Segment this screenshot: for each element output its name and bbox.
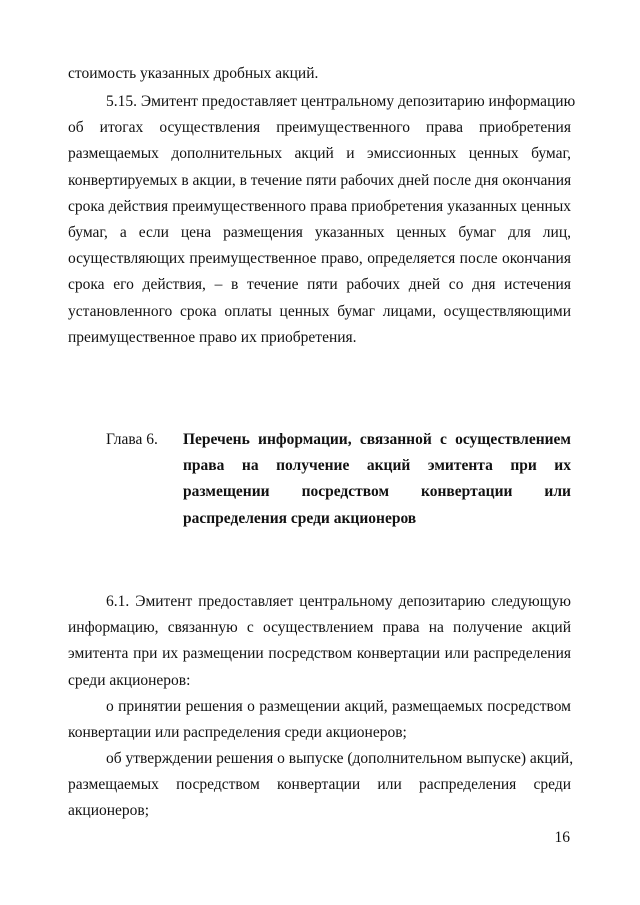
paragraph-line: об итогах осуществления преимущественного права приобретения — [68, 119, 571, 137]
list-item-decision — [68, 694, 571, 746]
chapter-title-line: права на получение акций эмитента при их — [183, 457, 571, 475]
paragraph-6-1 — [68, 589, 571, 694]
paragraph-line: 6.1. Эмитент предоставляет центральному депозитарию следующую — [106, 593, 571, 610]
paragraph-line: бумаг, а если цена размещения указанных ценных бумаг для лиц, — [68, 223, 571, 241]
paragraph-line: размещаемых дополнительных акций и эмиссионных ценных бумаг, — [68, 145, 571, 163]
paragraph-line: 5.15. Эмитент предоставляет центральному депозитарию информацию — [106, 93, 576, 110]
list-item-approval — [68, 746, 574, 825]
paragraph-line: среди акционеров: — [68, 671, 191, 689]
paragraph-line: срока его действия, – в течение пяти рабочих дней со дня истечения — [68, 276, 571, 294]
paragraph-line: конвертации или распределения среди акционеров; — [68, 724, 407, 742]
chapter-title-line: размещении посредством конвертации или — [183, 483, 571, 501]
paragraph-5-15 — [68, 89, 576, 351]
chapter-title — [183, 427, 571, 532]
paragraph-line: об утверждении решения о выпуске (дополнительном выпуске) акций, — [106, 750, 574, 767]
paragraph-line: установленного срока оплаты ценных бумаг лицами, осуществляющими — [68, 302, 571, 320]
paragraph-5-14-tail — [68, 61, 571, 87]
paragraph-line: эмитента при их размещении посредством конвертации или распределения — [68, 645, 571, 663]
chapter-label: Глава 6. — [106, 431, 158, 448]
paragraph-line: стоимость указанных дробных акций. — [68, 65, 319, 82]
paragraph-line: размещаемых посредством конвертации или распределения среди — [68, 776, 571, 794]
paragraph-line: срока действия преимущественного права приобретения указанных ценных — [68, 197, 571, 215]
paragraph-line: преимущественное право их приобретения. — [68, 328, 357, 346]
chapter-title-line: распределения среди акционеров — [183, 509, 417, 527]
paragraph-line: конвертируемых в акции, в течение пяти рабочих дней после дня окончания — [68, 171, 572, 189]
page-number: 16 — [554, 829, 570, 846]
paragraph-line: о принятии решения о размещении акций, размещаемых посредством — [106, 698, 571, 715]
paragraph-line: осуществляющих преимущественное право, определяется после окончания — [68, 250, 571, 268]
paragraph-line: акционеров; — [68, 802, 150, 820]
paragraph-line: информацию, связанную с осуществлением права на получение акций — [68, 619, 571, 637]
chapter-title-line: Перечень информации, связанной с осуществлением — [183, 431, 571, 448]
